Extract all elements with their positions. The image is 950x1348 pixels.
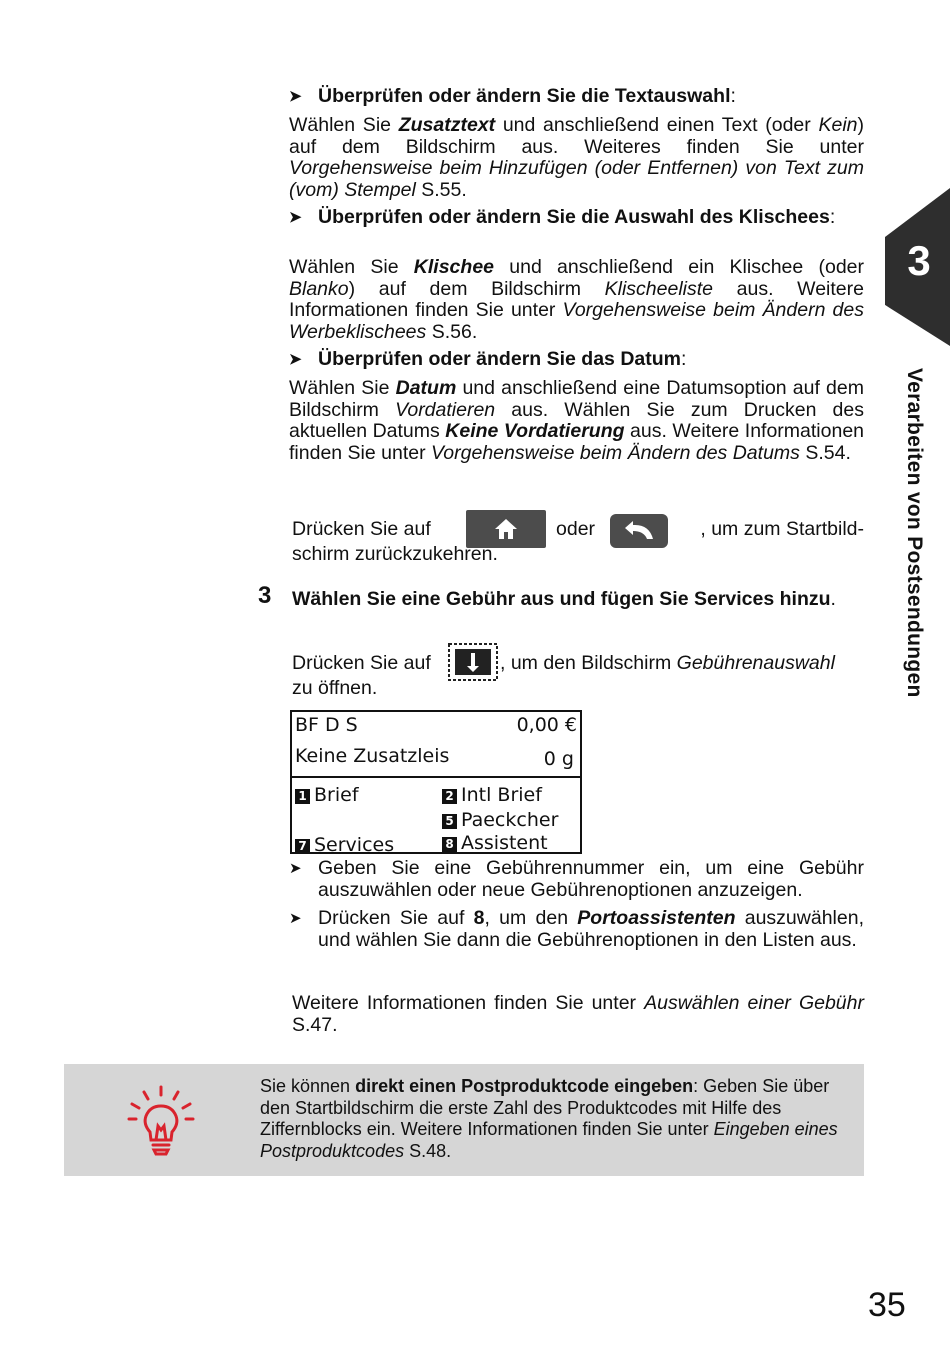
back-icon [619,519,659,543]
back-button[interactable] [610,514,668,548]
page-ref: S.56. [426,320,478,343]
arrow-bullet-icon: ➤ [289,910,302,927]
step-number: 3 [258,582,272,609]
lcd-menu-item [442,832,548,854]
chapter-title: Verarbeiten von Postsendungen [903,368,926,698]
text: Wählen Sie [289,114,399,136]
text: ) auf dem Bildschirm aus. Weiteres finden Sie unter [289,114,864,158]
text: , um den [484,907,578,929]
text: : Geben Sie über den Startbildschirm die erste Zahl des Produktcodes mit Hilfe des Ziffernblocks ein. Weitere Informationen finden Sie unter [260,1076,830,1139]
fee-button[interactable] [447,642,499,682]
page-ref: S.48. [404,1140,452,1161]
bullet-title: Überprüfen oder ändern Sie das Datum [318,348,681,370]
text: , um den Bildschirm [500,652,677,674]
term: Kein [818,114,858,136]
tip-text [260,1076,850,1162]
fee-instruction-part3: zu öffnen. [292,677,378,699]
arrow-bullet-icon: ➤ [289,88,302,105]
term: Datum [395,377,457,399]
home-instruction-part3: , um zum Startbild- [700,518,864,540]
term: Klischee [413,256,495,278]
text: Sie können [260,1076,356,1096]
term: Blanko [289,277,349,300]
reference: Vorgehensweise beim Hinzufügen (oder Entfernen) von Text zum (vom) Stempel [289,157,864,201]
bullet-cliche-selection [289,207,864,229]
fee-instruction-part2 [500,653,864,675]
bullet-colon: : [681,348,687,370]
term: Keine Vordatierung [445,420,625,442]
term: Portoassistenten [577,907,736,929]
text: und anschließend einen Text (oder [495,114,819,136]
bullet-postage-assistant [289,908,864,951]
step-title-dot: . [830,588,836,610]
home-instruction-part2: oder [556,518,596,540]
lcd-screen [290,710,582,854]
text: aus. Wählen Sie zum Drucken des aktuellen Datums [289,398,864,442]
lcd-rate-name: BF D S [295,714,358,736]
lcd-weight: 0 g [543,748,574,770]
page-ref: S.54. [799,441,851,464]
screen-name: Gebührenauswahl [676,652,835,674]
lcd-menu-item [442,784,542,806]
step-title [292,588,864,610]
lcd-key: 7 [295,839,310,854]
lcd-amount: 0,00 € [516,714,577,736]
bullet-text: Geben Sie eine Gebührennummer ein, um eine Gebühr auszuwählen oder neue Gebührenoptionen anzuzeigen. [318,857,864,901]
bullet-text-selection [289,86,864,108]
bullet-title: Überprüfen oder ändern Sie die Auswahl des Klischees [318,206,830,228]
lcd-key: 1 [295,789,310,804]
chapter-number: 3 [907,237,931,284]
lcd-divider [292,776,580,778]
lcd-service: Keine Zusatzleis [295,745,450,767]
key-number: 8 [473,907,485,929]
lcd-item-label: Intl Brief [461,784,542,806]
text: Drücken Sie auf [318,907,474,929]
text: Wählen Sie [289,256,414,278]
reference: Eingeben eines Postproduktcodes [260,1119,838,1161]
lightbulb-icon [126,1084,196,1156]
bullet-colon: : [730,85,736,107]
page-ref: S.55. [415,178,467,201]
lcd-menu-item [295,834,394,856]
text: und anschließend ein Klischee (oder [494,256,864,278]
lcd-key: 2 [442,789,457,804]
text: aus. Weitere Informationen finden Sie unter [289,420,865,464]
reference: Vorgehensweise beim Ändern des Werbeklischees [289,299,864,343]
paragraph-text-selection [289,115,864,201]
term: Klischeeliste [604,277,714,300]
paragraph-date [289,378,864,464]
reference: Auswählen einer Gebühr [644,992,864,1014]
home-instruction-part4: schirm zurückzukehren. [292,543,498,565]
lcd-item-label: Assistent [461,832,548,854]
page-ref: S.47. [292,1013,338,1036]
step-title-text: Wählen Sie eine Gebühr aus und fügen Sie Services hinzu [292,588,831,610]
text: Wählen Sie [289,377,396,399]
bullet-colon: : [829,206,836,228]
text: Weitere Informationen finden Sie unter [292,992,645,1014]
term: Zusatztext [398,114,496,136]
home-instruction-part1: Drücken Sie auf [292,518,431,540]
lcd-key: 8 [442,837,457,852]
lcd-item-label: Paeckcher [461,809,559,831]
paragraph-cliche [289,257,864,343]
text: aus. Weitere Informationen finden Sie unter [289,277,864,321]
text: auszuwählen, und wählen Sie dann die Gebührenoptionen in den Listen aus. [318,907,864,951]
arrow-bullet-icon: ➤ [289,351,302,368]
page-number: 35 [868,1286,906,1324]
paragraph-more-info [292,993,864,1036]
lcd-key: 5 [442,814,457,829]
arrow-bullet-icon: ➤ [289,209,302,226]
fee-instruction-part1: Drücken Sie auf [292,652,431,674]
lcd-item-label: Services [314,834,395,856]
bullet-enter-fee-number [289,858,864,901]
lcd-menu-item [442,809,558,831]
arrow-bullet-icon: ➤ [289,860,302,877]
lcd-item-label: Brief [314,784,359,806]
bullet-date-selection [289,349,864,371]
text: ) auf dem Bildschirm [348,277,605,300]
term: Vordatieren [395,398,496,421]
bullet-title: Überprüfen oder ändern Sie die Textauswahl [318,85,731,107]
home-icon [493,517,519,541]
stamp-icon [447,642,499,682]
text: und anschließend eine Datumsoption auf dem Bildschirm [289,377,864,421]
term: direkt einen Postproduktcode eingeben [355,1076,694,1096]
lcd-menu-item [295,784,359,806]
reference: Vorgehensweise beim Ändern des Datums [431,441,800,464]
